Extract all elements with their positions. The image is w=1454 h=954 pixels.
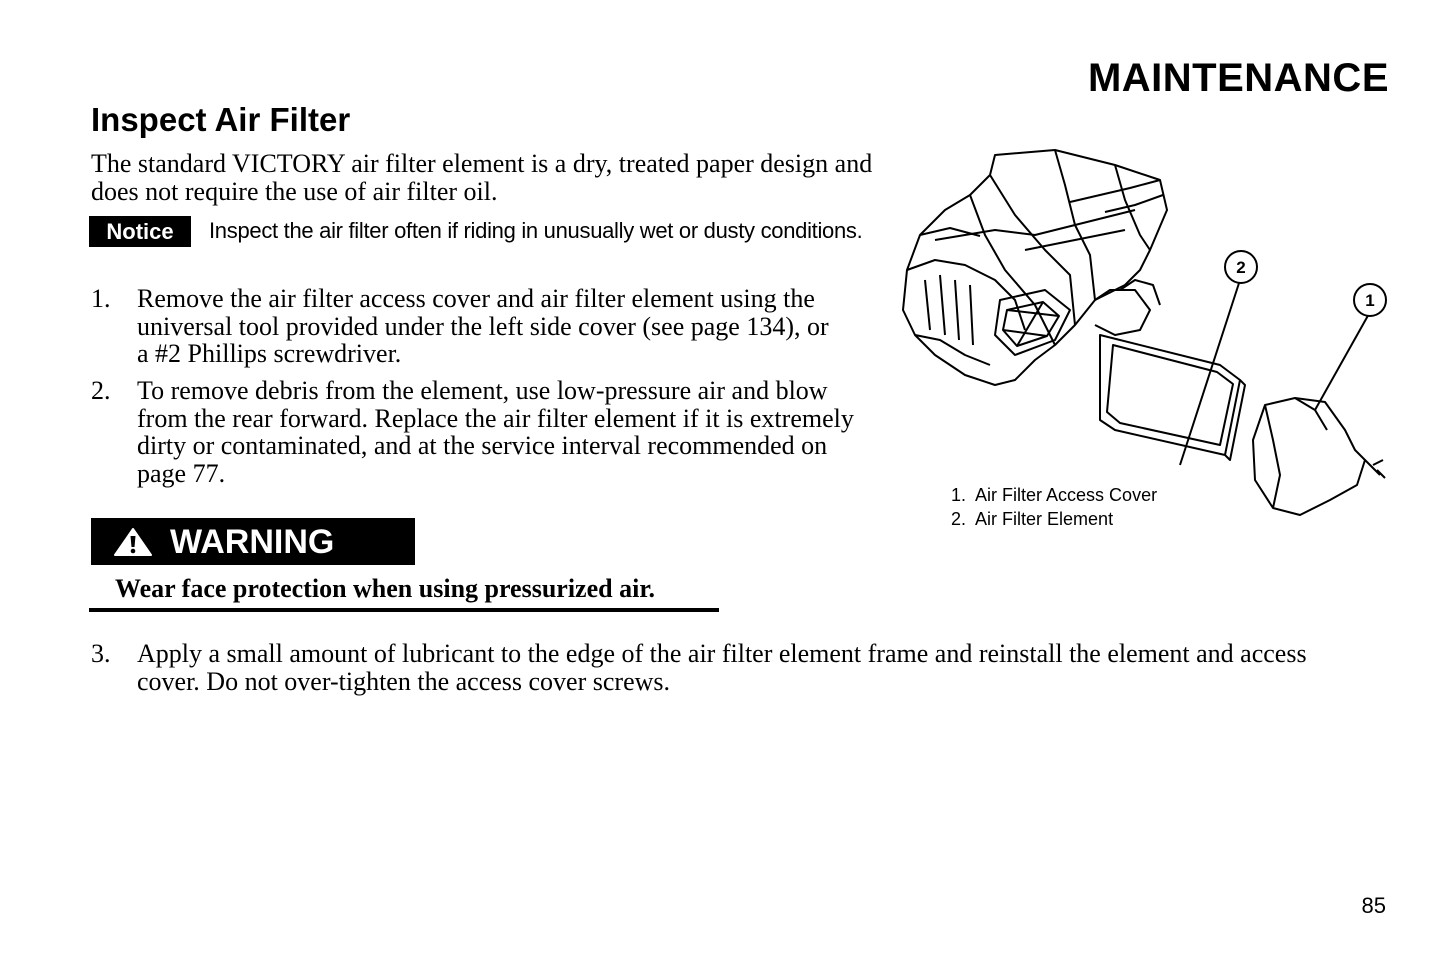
figure-legend-item: [951, 509, 1113, 530]
step-text: Remove the air filter access cover and air filter element using the universal tool provided under the left side cover (see page 134), or a #2 Phillips screwdriver.: [137, 284, 829, 368]
legend-number: 2.: [951, 509, 967, 529]
warning-label: WARNING: [170, 523, 335, 561]
step-number: 2.: [91, 376, 111, 405]
step-number: 1.: [91, 284, 111, 313]
warning-text: Wear face protection when using pressurized air.: [115, 574, 655, 603]
legend-number: 1.: [951, 485, 967, 505]
step-text: Apply a small amount of lubricant to the edge of the air filter element frame and reinstall the element and access cover. Do not over-tighten the access cover screws.: [137, 639, 1307, 696]
step-item: [91, 285, 831, 368]
air-filter-illustration: [895, 140, 1395, 520]
legend-label: Air Filter Access Cover: [975, 485, 1158, 505]
step-item: [91, 377, 861, 487]
section-header: MAINTENANCE: [1087, 56, 1389, 100]
warning-rule: [89, 608, 719, 612]
callout-label: 1: [1365, 291, 1375, 310]
figure-legend-item: [951, 485, 1157, 506]
step-item: [91, 640, 1331, 695]
warning-triangle-icon: [113, 527, 153, 557]
page-title: Inspect Air Filter: [91, 101, 351, 138]
notice-badge: Notice: [89, 216, 191, 247]
intro-paragraph: The standard VICTORY air filter element is a dry, treated paper design and does not require the use of air filter oil.: [91, 149, 873, 206]
step-text: To remove debris from the element, use low-pressure air and blow from the rear forward. Replace the air filter element if it is extremely dirty or contaminated, and at the service interval recommended on page 77.: [137, 376, 854, 488]
warning-bar: [91, 518, 415, 565]
legend-label: Air Filter Element: [975, 509, 1114, 529]
step-number: 3.: [91, 639, 111, 668]
notice-text: Inspect the air filter often if riding in unusually wet or dusty conditions.: [209, 218, 863, 243]
page-number: 85: [1361, 893, 1386, 918]
callout-label: 2: [1236, 258, 1246, 277]
